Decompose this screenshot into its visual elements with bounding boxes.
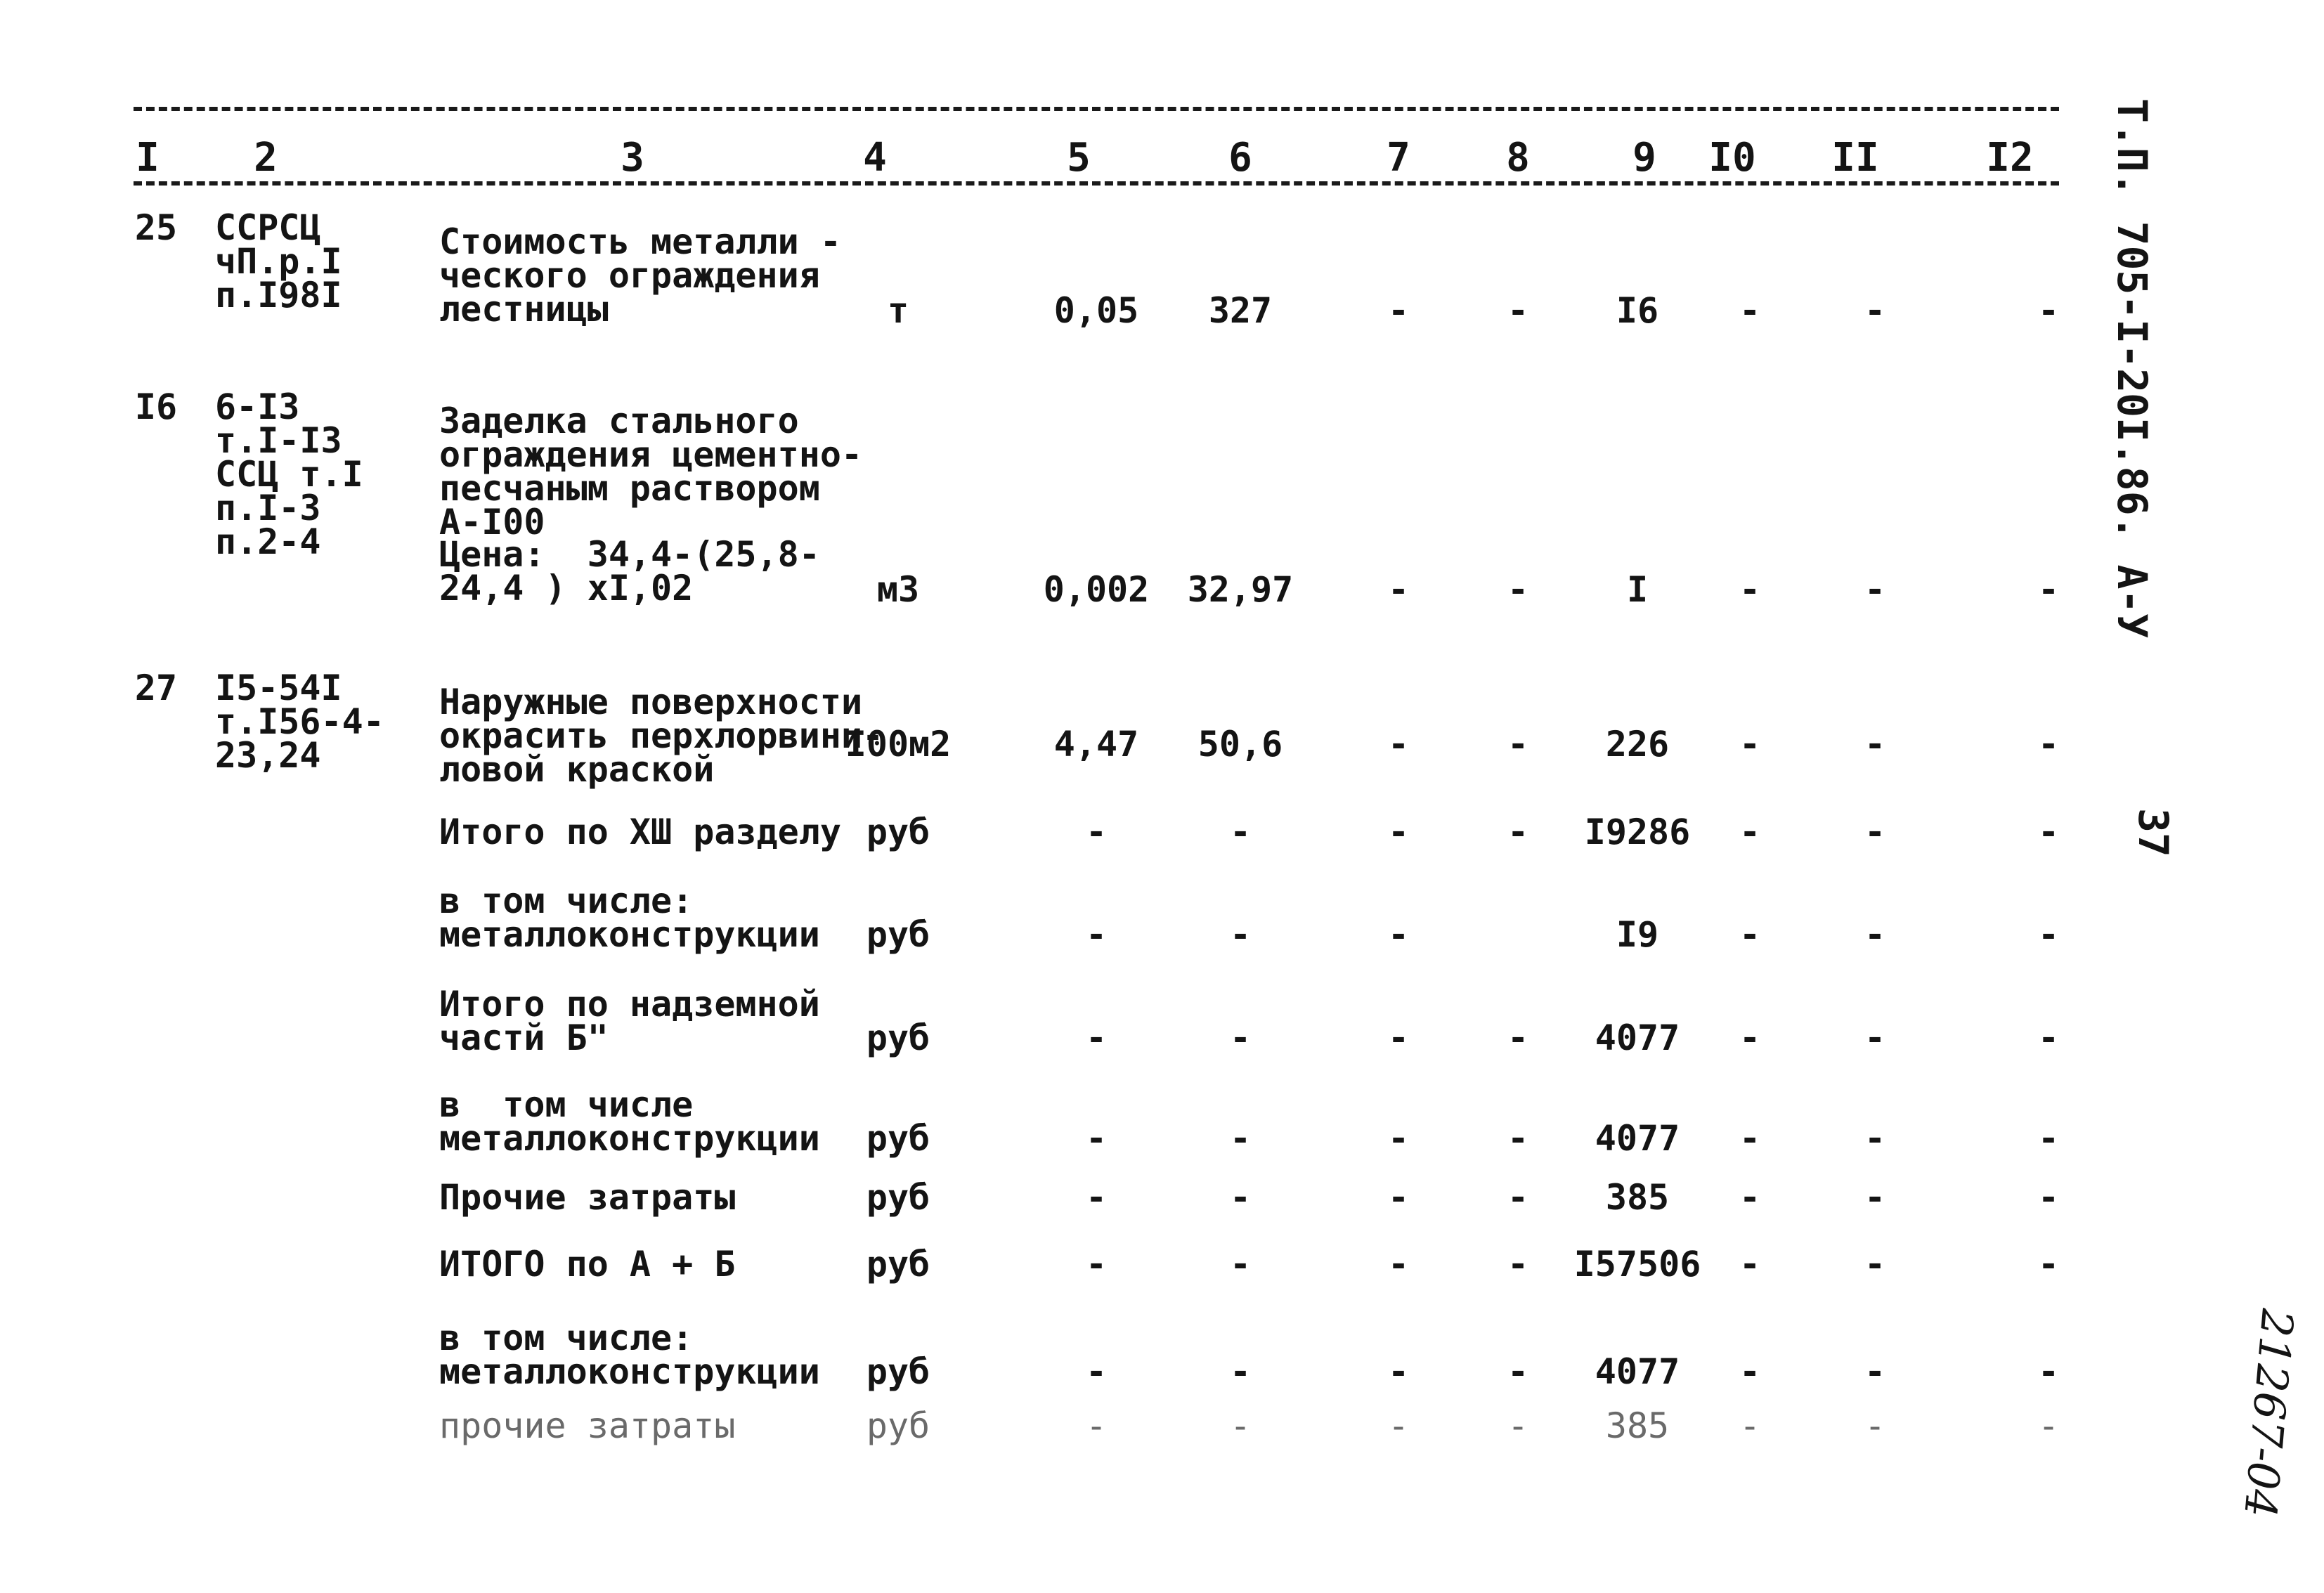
total-cell-c12: -: [2037, 1405, 2060, 1446]
cell-c10: -: [1739, 290, 1761, 331]
total-cell-c11: -: [1864, 1118, 1886, 1159]
total-label: [439, 1405, 736, 1446]
reference-code-line: п.2-4: [215, 521, 321, 562]
cell-c10: -: [1739, 724, 1761, 765]
total-cell-c10: -: [1739, 812, 1761, 852]
total-cell-c5: -: [1085, 1405, 1108, 1446]
work-description-line: Заделка стального: [439, 401, 799, 441]
total-cell-c5: -: [1085, 1244, 1108, 1285]
work-description-line: ограждения цементно-: [439, 434, 863, 475]
total-cell-c8: -: [1507, 1118, 1529, 1159]
total-cell-c10: -: [1739, 1118, 1761, 1159]
total-cell-c6: -: [1229, 1177, 1252, 1218]
total-cell-c8: -: [1507, 1351, 1529, 1392]
total-cell-c7: -: [1387, 1244, 1410, 1285]
total-cell-c12: -: [2037, 1177, 2060, 1218]
total-label-line: в том числе:: [439, 880, 694, 921]
total-cell-c9: 4077: [1595, 1017, 1680, 1058]
total-cell-c11: -: [1864, 1017, 1886, 1058]
total-cell-c12: -: [2037, 1351, 2060, 1392]
total-label-line: металлоконструкции: [439, 1351, 820, 1392]
total-label-line: Итого по надземной: [439, 984, 820, 1025]
row-number: 27: [134, 668, 178, 708]
total-cell-c6: -: [1229, 1351, 1252, 1392]
cell-c12: -: [2037, 724, 2060, 765]
cell-c8: -: [1507, 569, 1529, 610]
total-cell-c7: -: [1387, 1118, 1410, 1159]
cell-c11: -: [1864, 290, 1886, 331]
total-label: [439, 1084, 820, 1159]
cell-c9: I: [1626, 569, 1649, 610]
column-header-8: 8: [1506, 135, 1530, 181]
total-cell-c11: -: [1864, 914, 1886, 955]
work-description-line: песчаным раствором: [439, 468, 820, 509]
total-cell-c10: -: [1739, 914, 1761, 955]
reference-code: [215, 207, 342, 316]
reference-code-line: п.I98I: [215, 275, 342, 316]
column-header-7: 7: [1387, 135, 1410, 181]
total-cell-c6: -: [1229, 812, 1252, 852]
total-cell-c12: -: [2037, 1017, 2060, 1058]
total-label: [439, 812, 841, 852]
cell-c8: -: [1507, 290, 1529, 331]
total-cell-c7: -: [1387, 1351, 1410, 1392]
total-label: [439, 1244, 736, 1285]
reference-code-line: I5-54I: [215, 668, 342, 708]
column-header-12: I2: [1986, 135, 2034, 181]
reference-code-line: ССРСЦ: [215, 207, 321, 248]
price-formula-line: 24,4 ) хI,02: [439, 568, 694, 609]
total-label-line: ИТОГО по А + Б: [439, 1244, 736, 1285]
work-description: [439, 221, 841, 330]
cell-unit: м3: [876, 569, 920, 610]
reference-code-line: чП.р.I: [215, 241, 342, 282]
page-number: 37: [2129, 808, 2177, 857]
column-header-4: 4: [863, 135, 887, 181]
total-cell-c12: -: [2037, 812, 2060, 852]
reference-code: [215, 386, 363, 562]
total-cell-c11: -: [1864, 812, 1886, 852]
total-cell-c9: 4077: [1595, 1351, 1680, 1392]
column-header-10: I0: [1708, 135, 1756, 181]
column-header-1: I: [136, 135, 160, 181]
total-label-line: Прочие затраты: [439, 1177, 736, 1218]
total-cell-unit: руб: [866, 1405, 930, 1446]
column-header-6: 6: [1228, 135, 1252, 181]
total-cell-c8: -: [1507, 1405, 1529, 1446]
total-label: [439, 1318, 820, 1392]
total-cell-c8: -: [1507, 1177, 1529, 1218]
total-cell-c6: -: [1229, 1244, 1252, 1285]
total-cell-unit: руб: [866, 1351, 930, 1392]
total-cell-c7: -: [1387, 1017, 1410, 1058]
price-formula-line: Цена: 34,4-(25,8-: [439, 534, 820, 575]
cell-c11: -: [1864, 724, 1886, 765]
row-number: I6: [134, 386, 178, 427]
total-cell-c12: -: [2037, 1118, 2060, 1159]
total-label: [439, 880, 820, 955]
total-cell-c5: -: [1085, 1351, 1108, 1392]
total-cell-unit: руб: [866, 1244, 930, 1285]
reference-code: [215, 668, 384, 776]
total-cell-c9: 385: [1605, 1177, 1670, 1218]
total-cell-c5: -: [1085, 1017, 1108, 1058]
reference-code-line: 23,24: [215, 735, 321, 776]
total-label-line: в том числе:: [439, 1318, 694, 1358]
total-cell-c6: -: [1229, 1118, 1252, 1159]
cell-c7: -: [1387, 290, 1410, 331]
total-cell-c12: -: [2037, 1244, 2060, 1285]
total-cell-c5: -: [1085, 1177, 1108, 1218]
cell-c12: -: [2037, 290, 2060, 331]
work-description-line: Стоимость металли -: [439, 221, 841, 262]
cell-c6: 32,97: [1187, 569, 1294, 610]
work-description-line: ческого ограждения: [439, 255, 820, 296]
header-dashed-rule: [134, 181, 2059, 186]
top-dashed-rule: [134, 107, 2059, 111]
reference-code-line: п.I-3: [215, 488, 321, 528]
column-header-2: 2: [254, 135, 278, 181]
total-cell-c9: 385: [1605, 1405, 1670, 1446]
total-cell-unit: руб: [866, 1118, 930, 1159]
cell-c5: 0,002: [1043, 569, 1150, 610]
cell-unit: I00м2: [845, 724, 952, 765]
column-header-3: 3: [621, 135, 644, 181]
work-description: [439, 682, 884, 790]
work-description: [439, 401, 863, 542]
total-cell-c10: -: [1739, 1177, 1761, 1218]
total-label-line: металлоконструкции: [439, 914, 820, 955]
reference-code-line: т.I56-4-: [215, 701, 384, 742]
reference-code-line: т.I-I3: [215, 420, 342, 461]
work-description-line: Наружные поверхности: [439, 682, 863, 722]
cell-c9: 226: [1605, 724, 1670, 765]
work-description-line: А-I00: [439, 502, 545, 542]
total-cell-c9: I57506: [1573, 1244, 1701, 1285]
cell-c11: -: [1864, 569, 1886, 610]
total-cell-c11: -: [1864, 1405, 1886, 1446]
reference-code-line: 6-I3: [215, 386, 300, 427]
total-cell-c11: -: [1864, 1177, 1886, 1218]
total-cell-unit: руб: [866, 812, 930, 852]
handwritten-inventory-number: 21267-04: [2234, 1307, 2304, 1520]
total-cell-unit: руб: [866, 1017, 930, 1058]
total-label: [439, 1177, 736, 1218]
total-cell-c11: -: [1864, 1351, 1886, 1392]
work-description-line: ловой краской: [439, 749, 715, 790]
cell-c7: -: [1387, 569, 1410, 610]
total-cell-c9: I9286: [1584, 812, 1691, 852]
total-cell-c5: -: [1085, 1118, 1108, 1159]
total-cell-c10: -: [1739, 1244, 1761, 1285]
total-label-line: частй Б": [439, 1017, 609, 1058]
column-header-9: 9: [1632, 135, 1656, 181]
cell-c12: -: [2037, 569, 2060, 610]
cell-c6: 327: [1208, 290, 1273, 331]
total-cell-c12: -: [2037, 914, 2060, 955]
total-label-line: Итого по ХШ разделу: [439, 812, 841, 852]
total-cell-c6: -: [1229, 1017, 1252, 1058]
total-cell-c11: -: [1864, 1244, 1886, 1285]
cell-c5: 0,05: [1053, 290, 1139, 331]
total-label-line: в том числе: [439, 1084, 694, 1125]
total-cell-c9: I9: [1616, 914, 1659, 955]
document-code: Т.П. 705-I-20I.86. А-У: [2108, 98, 2156, 639]
total-cell-c7: -: [1387, 812, 1410, 852]
total-cell-c9: 4077: [1595, 1118, 1680, 1159]
total-cell-c7: -: [1387, 914, 1410, 955]
cell-c8: -: [1507, 724, 1529, 765]
total-cell-c8: -: [1507, 1244, 1529, 1285]
total-cell-c5: -: [1085, 812, 1108, 852]
total-cell-c8: -: [1507, 1017, 1529, 1058]
cell-c9: I6: [1616, 290, 1659, 331]
total-cell-c10: -: [1739, 1405, 1761, 1446]
work-description-line: окрасить перхлорвини-: [439, 715, 884, 756]
cell-c5: 4,47: [1053, 724, 1139, 765]
row-number: 25: [134, 207, 178, 248]
cell-unit: т: [887, 290, 909, 331]
total-label-line: металлоконструкции: [439, 1118, 820, 1159]
total-label-line: прочие затраты: [439, 1405, 736, 1446]
total-label: [439, 984, 820, 1058]
total-cell-c8: -: [1507, 812, 1529, 852]
column-header-11: II: [1831, 135, 1879, 181]
reference-code-line: ССЦ т.I: [215, 454, 363, 495]
total-cell-c10: -: [1739, 1351, 1761, 1392]
cell-c10: -: [1739, 569, 1761, 610]
total-cell-unit: руб: [866, 914, 930, 955]
total-cell-c6: -: [1229, 914, 1252, 955]
total-cell-c6: -: [1229, 1405, 1252, 1446]
total-cell-c7: -: [1387, 1177, 1410, 1218]
cell-c6: 50,6: [1197, 724, 1283, 765]
work-description-line: лестницы: [439, 289, 609, 330]
cell-c7: -: [1387, 724, 1410, 765]
total-cell-unit: руб: [866, 1177, 930, 1218]
total-cell-c7: -: [1387, 1405, 1410, 1446]
price-formula: [439, 534, 820, 609]
column-header-5: 5: [1067, 135, 1091, 181]
total-cell-c5: -: [1085, 914, 1108, 955]
total-cell-c10: -: [1739, 1017, 1761, 1058]
